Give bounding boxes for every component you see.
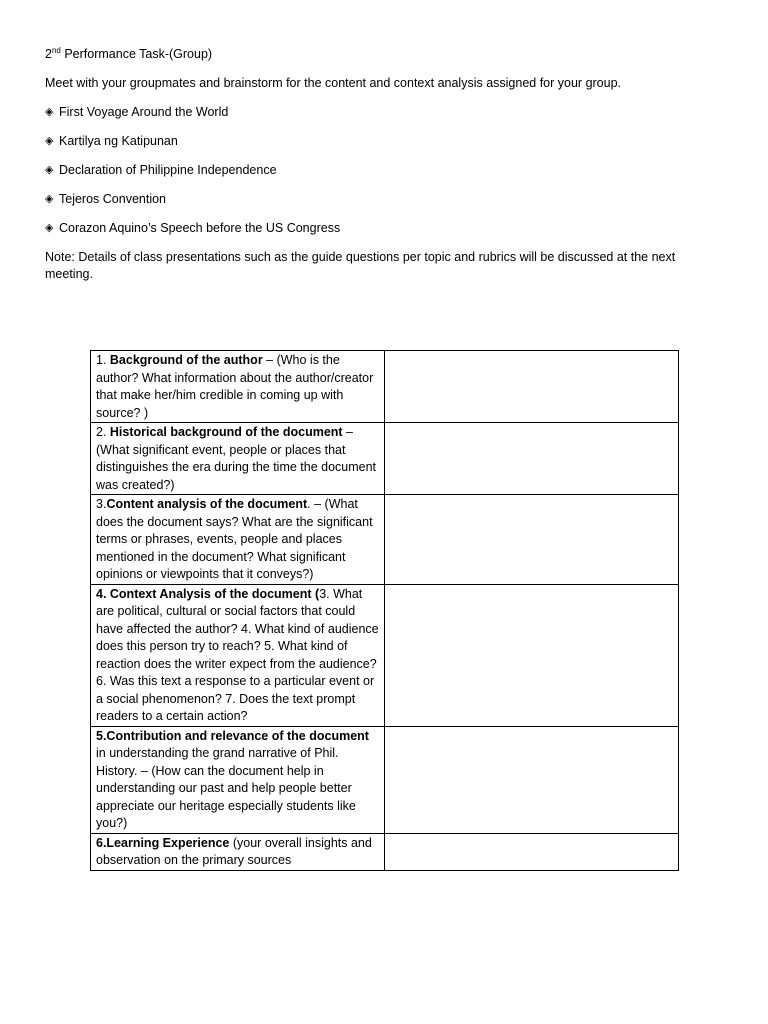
question-heading: 5.Contribution and relevance of the document — [96, 728, 369, 743]
question-number: 1. — [96, 353, 110, 367]
list-item-label: First Voyage Around the World — [59, 105, 229, 119]
diamond-arrow-icon: ◈ — [45, 164, 54, 176]
question-number: 3. — [96, 497, 107, 511]
question-heading: Historical background of the document — [109, 425, 343, 439]
table-row — [91, 351, 679, 423]
diamond-arrow-icon: ◈ — [45, 193, 54, 205]
question-text: (your overall insights and observation on the primary sources — [96, 835, 372, 867]
diamond-arrow-icon: ◈ — [45, 106, 54, 118]
answer-cell[interactable] — [385, 423, 679, 495]
table-row — [91, 833, 679, 870]
title-superscript: nd — [51, 45, 61, 55]
list-item — [45, 162, 735, 179]
document-body — [45, 46, 735, 283]
diamond-arrow-icon: ◈ — [45, 135, 54, 147]
list-item-label: Corazon Aquino’s Speech before the US Congress — [59, 221, 341, 235]
table-row — [91, 423, 679, 495]
question-number: 2. — [96, 425, 110, 439]
list-item-label: Declaration of Philippine Independence — [59, 163, 277, 177]
list-item — [45, 133, 735, 150]
analysis-table — [90, 350, 679, 871]
list-item — [45, 220, 735, 237]
table-row — [91, 495, 679, 585]
question-text: – (What significant event, people or places that distinguishes the era during the time the document was created?) — [96, 425, 377, 492]
diamond-arrow-icon: ◈ — [45, 222, 54, 234]
title-rest: Performance Task-(Group) — [60, 47, 213, 61]
question-heading: 4. Context Analysis of the document ( — [96, 586, 320, 601]
question-cell — [91, 833, 385, 870]
question-heading: 6.Learning Experience — [96, 835, 230, 850]
question-cell — [91, 423, 385, 495]
topic-list — [45, 104, 735, 237]
question-heading: Background of the author — [109, 353, 263, 367]
question-cell — [91, 726, 385, 833]
list-item-label: Kartilya ng Katipunan — [59, 134, 178, 148]
question-cell — [91, 351, 385, 423]
list-item — [45, 191, 735, 208]
table-row — [91, 726, 679, 833]
question-text: – (Who is the author? What information about the author/creator that make her/him credible in coming up with source? ) — [96, 353, 374, 420]
page-title — [45, 46, 735, 63]
answer-cell[interactable] — [385, 495, 679, 585]
answer-cell[interactable] — [385, 833, 679, 870]
question-text: in understanding the grand narrative of Phil. History. – (How can the document help in understanding our past and help people better appreciate our heritage especially students like you?) — [96, 746, 356, 830]
answer-cell[interactable] — [385, 726, 679, 833]
title-prefix: 2 — [45, 47, 52, 61]
question-text: . – (What does the document says? What are the significant terms or phrases, events, people and places mentioned in the document? What significant opinions or viewpoints that it conveys?) — [96, 497, 373, 581]
note-paragraph: Note: Details of class presentations such as the guide questions per topic and rubrics will be discussed at the next meeting. — [45, 250, 676, 281]
list-item — [45, 104, 735, 121]
table-row — [91, 584, 679, 726]
intro-paragraph: Meet with your groupmates and brainstorm for the content and context analysis assigned for your group. — [45, 76, 622, 90]
question-cell — [91, 495, 385, 585]
question-cell — [91, 584, 385, 726]
answer-cell[interactable] — [385, 584, 679, 726]
question-heading: Content analysis of the document — [106, 497, 308, 511]
answer-cell[interactable] — [385, 351, 679, 423]
question-text: 3. What are political, cultural or social factors that could have affected the author? 4. What kind of audience does this person try to reach? 5. What kind of reaction does the writer expect from the audience? 6. Was this text a response to a particular event or a social phenomenon? 7. Does the text prompt readers to a certain action? — [96, 586, 379, 723]
list-item-label: Tejeros Convention — [59, 192, 167, 206]
